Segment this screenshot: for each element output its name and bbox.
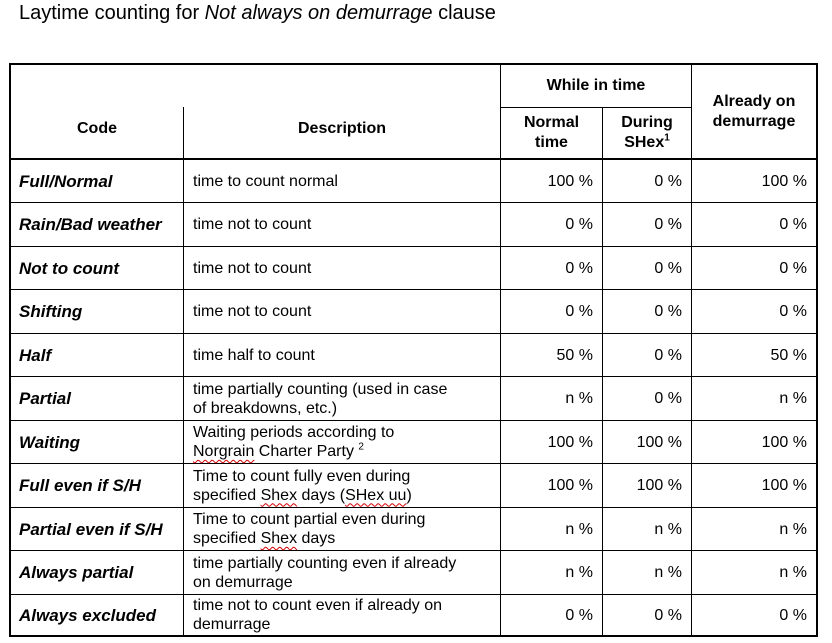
row-code: Not to count [19, 258, 120, 278]
row-normal-time: 0 % [565, 216, 593, 233]
row-code: Always partial [19, 563, 134, 582]
row-description: time to count normal [193, 172, 338, 190]
header-already-on-demurrage: Already on demurrage [712, 92, 796, 130]
row-description: time partially counting even if already on demurrage [193, 554, 457, 591]
row-description: Time to count partial even during specified Shex days [193, 511, 426, 547]
header-during-shex: During SHex$^1$ [621, 114, 673, 151]
row-during-shex: 0 % [654, 303, 682, 320]
row-normal-time: 0 % [565, 259, 593, 277]
row-demurrage: 100 % [761, 433, 807, 451]
row-description: time not to count even if already on demurrage [193, 597, 443, 633]
row-during-shex: n % [654, 564, 682, 581]
row-normal-time: n % [565, 520, 593, 538]
row-code: Full even if S/H [19, 476, 141, 495]
row-code: Rain/Bad weather [19, 215, 162, 234]
header-code: Code [77, 119, 117, 137]
row-during-shex: 0 % [654, 390, 682, 407]
row-normal-time: n % [565, 390, 593, 407]
header-normal-time: Normal time [523, 114, 580, 151]
row-description: Waiting periods according to Norgrain Charter Party $^2$ [193, 424, 395, 460]
row-during-shex: 0 % [654, 216, 682, 233]
row-description: Time to count fully even during specified Shex days (SHex uu) [193, 467, 412, 504]
row-description: time partially counting (used in case of breakdowns, etc.) [193, 380, 448, 417]
row-demurrage: 0 % [779, 606, 807, 624]
row-during-shex: 0 % [654, 606, 682, 624]
row-demurrage: n % [779, 520, 807, 538]
row-normal-time: 100 % [547, 172, 593, 190]
row-code: Full/Normal [19, 171, 113, 191]
row-code: Waiting [19, 432, 81, 452]
row-demurrage: n % [779, 390, 807, 407]
row-during-shex: 100 % [636, 433, 682, 451]
row-demurrage: 0 % [779, 216, 807, 233]
row-normal-time: 50 % [556, 346, 593, 364]
row-demurrage: 100 % [761, 172, 807, 190]
title-suffix: clause [432, 2, 496, 24]
header-while-in-time: While in time [546, 77, 646, 94]
row-code: Partial [19, 389, 71, 408]
page-title [19, 2, 496, 25]
row-code: Always excluded [19, 605, 157, 625]
row-demurrage: 100 % [761, 477, 807, 494]
row-during-shex: 0 % [654, 259, 682, 277]
row-description: time half to count [193, 346, 315, 364]
row-during-shex: 0 % [654, 346, 682, 364]
row-code: Partial even if S/H [19, 519, 163, 539]
row-demurrage: 0 % [779, 259, 807, 277]
row-code: Half [19, 345, 52, 365]
row-during-shex: n % [654, 520, 682, 538]
row-during-shex: 0 % [654, 172, 682, 190]
row-during-shex: 100 % [636, 477, 682, 494]
row-normal-time: 100 % [547, 433, 593, 451]
row-description: time not to count [193, 216, 312, 233]
row-normal-time: 0 % [565, 606, 593, 624]
row-description: time not to count [193, 259, 312, 277]
row-normal-time: n % [565, 564, 593, 581]
title-prefix: Laytime counting for [19, 2, 205, 24]
row-normal-time: 0 % [565, 303, 593, 320]
row-demurrage: 0 % [779, 303, 807, 320]
title-emphasis: Not always on demurrage [204, 2, 433, 24]
row-demurrage: 50 % [770, 346, 807, 364]
row-normal-time: 100 % [547, 477, 593, 494]
row-code: Shifting [19, 302, 83, 321]
header-description: Description [297, 119, 386, 137]
row-description: time not to count [193, 303, 312, 320]
row-demurrage: n % [779, 564, 807, 581]
